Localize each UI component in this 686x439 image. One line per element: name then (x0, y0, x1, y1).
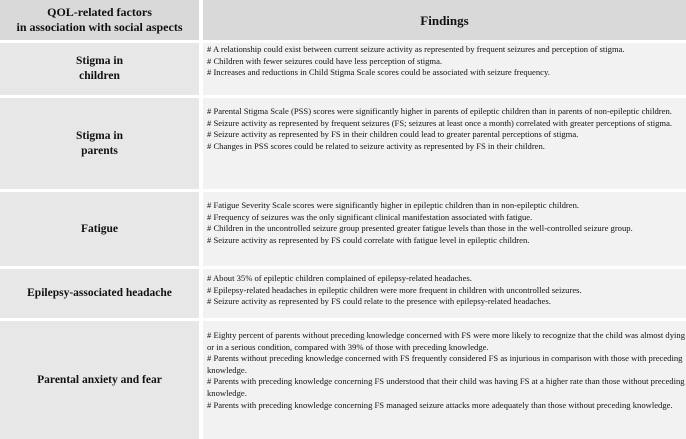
finding-item: # Seizure activity as represented by FS could relate to the presence with epilepsy-related headaches. (207, 296, 551, 307)
finding-item: # Seizure activity as represented by FS in their children could lead to greater parental perceptions of stigma. (207, 129, 579, 140)
header-factors (0, 0, 199, 40)
findings-stigma-children (203, 43, 686, 95)
finding-item: # Fatigue Severity Scale scores were significantly higher in epileptic children than in non-epileptic children. (207, 200, 580, 210)
factor-label: Fatigue (80, 222, 119, 235)
finding-item: # A relationship could exist between current seizure activity as represented by frequent seizures and perception of stigma. (207, 44, 625, 54)
factor-parental-anxiety (0, 321, 199, 439)
factor-epilepsy-headache (0, 269, 199, 318)
finding-item: # About 35% of epileptic children complained of epilepsy-related headaches. (207, 273, 472, 283)
finding-item: # Epilepsy-related headaches in epileptic children were more frequent in children with uncontrolled seizures. (207, 284, 582, 295)
finding-item: # Parents with preceding knowledge concerning FS managed seizure attacks more adequately than those without preceding knowledge. (207, 399, 673, 410)
finding-item: # Seizure activity as represented by FS could correlate with fatigue level in epileptic children. (207, 234, 530, 245)
findings-epilepsy-headache (203, 269, 686, 318)
findings-stigma-parents (203, 98, 686, 189)
header-factors-line2: in association with social aspects (16, 20, 183, 34)
finding-item: # Increases and reductions in Child Stigma Scale scores could be associated with seizure frequency. (207, 67, 550, 78)
factor-label-line2: parents (81, 144, 118, 157)
finding-item: # Children in the uncontrolled seizure group presented greater fatigue levels than those in the well-controlled seizure group. (207, 223, 633, 234)
finding-item: # Eighty percent of parents without preceding knowledge concerned with FS were more likely to recognize that the child was almost dying or in a serious condition, compared with 39% of those with preceding knowledge. (207, 330, 686, 352)
factor-stigma-parents (0, 98, 199, 189)
finding-item: # Parents with preceding knowledge concerning FS understood that their child was having FS at a higher rate than those without preceding knowledge. (207, 376, 685, 398)
finding-item: # Children with fewer seizures could have less perception of stigma. (207, 55, 443, 66)
factor-label: Parental anxiety and fear (37, 373, 162, 386)
factor-fatigue (0, 192, 199, 266)
header-factors-line1: QOL-related factors (47, 5, 152, 19)
header-findings: Findings (203, 0, 686, 40)
factor-label-line1: Stigma in (76, 129, 123, 142)
finding-item: # Seizure activity as represented by frequent seizures (FS; seizures at least once a month) correlated with greater perceptions of stigma. (207, 117, 673, 128)
finding-item: # Changes in PSS scores could be related to seizure activity as represented by FS in their children. (207, 140, 545, 151)
factor-label-line2: children (79, 70, 120, 82)
finding-item: # Parents without preceding knowledge concerned with FS frequently considered FS as injurious in comparison with those with preceding knowledge. (207, 353, 683, 375)
finding-item: # Frequency of seizures was the only significant clinical manifestation associated with fatigue. (207, 211, 533, 222)
findings-fatigue (203, 192, 686, 266)
factor-label-line1: Stigma in (76, 55, 123, 67)
finding-item: # Parental Stigma Scale (PSS) scores were significantly higher in parents of epileptic children than in parents of non-epileptic children. (207, 106, 672, 116)
findings-parental-anxiety (203, 321, 686, 439)
factor-stigma-children (0, 43, 199, 95)
factor-label: Epilepsy-associated headache (27, 287, 172, 299)
